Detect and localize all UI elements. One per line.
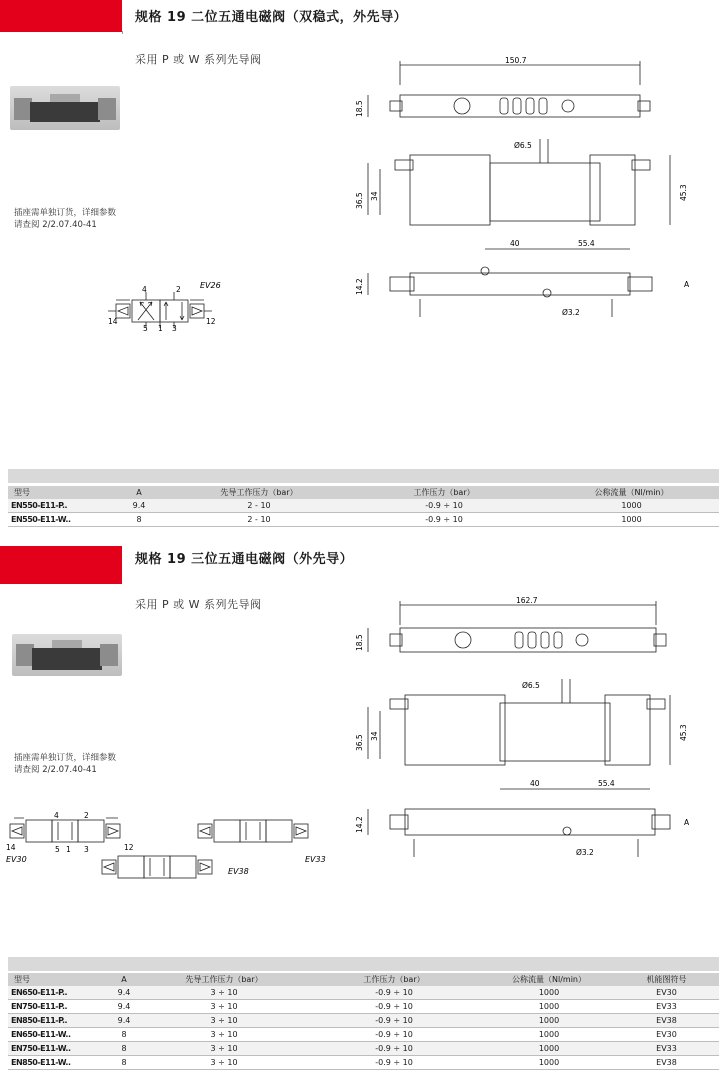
s1-dim-top-length: 150.7 xyxy=(505,56,527,65)
section2-note-line2: 请查阅 2/2.07.40-41 xyxy=(14,765,97,775)
sym1-port-12: 12 xyxy=(206,317,216,326)
s1-r0-flow: 1000 xyxy=(544,499,719,513)
sym2-port-3: 3 xyxy=(84,845,89,854)
s1-r0-pilot: 2 - 10 xyxy=(174,499,344,513)
s2-r3-symbol: EV30 xyxy=(614,1028,719,1042)
section1-table xyxy=(8,486,719,527)
table-row xyxy=(8,986,719,1000)
s2-dim-mid-diameter: Ø6.5 xyxy=(522,681,540,690)
s1-dim-mid-diameter: Ø6.5 xyxy=(514,141,532,150)
s2-col-symbol: 机能图符号 xyxy=(646,975,687,984)
s1-dim-mid-height-b: 34 xyxy=(370,191,379,201)
s1-dim-mid-height-total: 45.3 xyxy=(679,184,688,201)
s1-r0-a: 9.4 xyxy=(104,499,174,513)
s2-col-pilot-pressure: 先导工作压力（bar） xyxy=(185,975,263,984)
s2-symbol-label-ev30: EV30 xyxy=(6,855,27,864)
sym1-port-1: 1 xyxy=(158,324,163,333)
sym2-port-2: 2 xyxy=(84,811,89,820)
table-row xyxy=(8,1042,719,1056)
s2-dim-bot-hole: Ø3.2 xyxy=(576,848,594,857)
s2-r1-pilot: 3 ÷ 10 xyxy=(144,1000,304,1014)
s1-r1-flow: 1000 xyxy=(544,513,719,527)
sym2-port-1: 1 xyxy=(66,845,71,854)
s2-r0-working: -0.9 ÷ 10 xyxy=(304,986,484,1000)
s2-r2-symbol: EV38 xyxy=(614,1014,719,1028)
section2-table-header xyxy=(8,973,719,986)
s2-col-working-pressure: 工作压力（bar） xyxy=(363,975,425,984)
s2-r5-pilot: 3 ÷ 10 xyxy=(144,1056,304,1070)
s2-r4-flow: 1000 xyxy=(484,1042,614,1056)
s2-r3-flow: 1000 xyxy=(484,1028,614,1042)
s2-symbol-label-ev33: EV33 xyxy=(305,855,326,864)
s2-r3-model: EN650-E11-W.. xyxy=(8,1028,104,1042)
sym1-port-4: 4 xyxy=(142,285,147,294)
s2-symbol-label-ev38: EV38 xyxy=(228,867,249,876)
s2-dim-mid-height-a: 36.5 xyxy=(355,734,364,751)
s2-r0-flow: 1000 xyxy=(484,986,614,1000)
s2-dim-bot-port: A xyxy=(684,818,690,827)
s1-dim-bot-height: 14.2 xyxy=(355,278,364,295)
section1-rule xyxy=(122,31,123,34)
section2-product-photo xyxy=(12,634,122,676)
table-row xyxy=(8,1028,719,1042)
section2-note xyxy=(14,752,116,776)
table-row xyxy=(8,513,719,527)
s2-dim-mid-height-total: 45.3 xyxy=(679,724,688,741)
s2-r2-a: 9.4 xyxy=(104,1014,144,1028)
s2-dim-top-height: 18.5 xyxy=(355,634,364,651)
s1-r1-working: -0.9 ÷ 10 xyxy=(344,513,544,527)
s2-r2-working: -0.9 ÷ 10 xyxy=(304,1014,484,1028)
s2-col-a: A xyxy=(121,975,127,984)
table-row xyxy=(8,1056,719,1070)
sym1-port-2: 2 xyxy=(176,285,181,294)
s1-r1-pilot: 2 - 10 xyxy=(174,513,344,527)
s1-r1-model: EN550-E11-W.. xyxy=(8,513,104,527)
section1-symbol-label: EV26 xyxy=(200,281,221,290)
section1-note-line1: 插座需单独订货，详细参数 xyxy=(14,208,117,218)
s2-col-model: 型号 xyxy=(14,975,30,984)
s1-r0-model: EN550-E11-P.. xyxy=(8,499,104,513)
s2-dim-mid-height-b: 34 xyxy=(370,731,379,741)
s1-dim-top-height: 18.5 xyxy=(355,100,364,117)
section2-table xyxy=(8,973,719,1070)
s2-r4-symbol: EV33 xyxy=(614,1042,719,1056)
section2-technical-drawing xyxy=(350,595,726,865)
s2-col-flow: 公称流量（Nl/min） xyxy=(512,975,586,984)
s2-r1-flow: 1000 xyxy=(484,1000,614,1014)
sym1-port-5: 5 xyxy=(143,324,148,333)
s2-r4-model: EN750-E11-W.. xyxy=(8,1042,104,1056)
s2-r1-working: -0.9 ÷ 10 xyxy=(304,1000,484,1014)
s2-dim-bot-height: 14.2 xyxy=(355,816,364,833)
section2-red-bar xyxy=(0,546,122,584)
table-row xyxy=(8,1000,719,1014)
section1-table-top-rule xyxy=(8,469,719,483)
section2-note-line1: 插座需单独订货，详细参数 xyxy=(14,753,117,763)
section1-valve-symbol xyxy=(102,280,232,334)
sym2-port-4: 4 xyxy=(54,811,59,820)
s2-r5-symbol: EV38 xyxy=(614,1056,719,1070)
s2-r5-model: EN850-E11-W.. xyxy=(8,1056,104,1070)
s2-r5-flow: 1000 xyxy=(484,1056,614,1070)
section1-title: 规格 19 二位五通电磁阀（双稳式，外先导） xyxy=(135,10,408,25)
section2-valve-symbols xyxy=(2,808,332,890)
s1-col-working-pressure: 工作压力（bar） xyxy=(413,488,475,497)
s2-r0-a: 9.4 xyxy=(104,986,144,1000)
section1-technical-drawing xyxy=(350,55,726,325)
sym1-port-14: 14 xyxy=(108,317,118,326)
s2-r4-a: 8 xyxy=(104,1042,144,1056)
s2-r3-a: 8 xyxy=(104,1028,144,1042)
s1-r1-a: 8 xyxy=(104,513,174,527)
section1-product-photo xyxy=(10,86,120,130)
s2-dim-bot-left: 40 xyxy=(530,779,540,788)
s2-r5-a: 8 xyxy=(104,1056,144,1070)
section1-table-header xyxy=(8,486,719,499)
s1-col-flow: 公称流量（Nl/min） xyxy=(594,488,669,497)
section1-red-bar xyxy=(0,0,122,32)
sym2-port-12: 12 xyxy=(124,843,134,852)
s1-dim-mid-height-a: 36.5 xyxy=(355,192,364,209)
s2-r2-flow: 1000 xyxy=(484,1014,614,1028)
s2-r5-working: -0.9 ÷ 10 xyxy=(304,1056,484,1070)
s2-r2-model: EN850-E11-P.. xyxy=(8,1014,104,1028)
s2-r0-symbol: EV30 xyxy=(614,986,719,1000)
s1-col-a: A xyxy=(136,488,142,497)
s2-r1-a: 9.4 xyxy=(104,1000,144,1014)
section2-subtitle: 采用 P 或 W 系列先导阀 xyxy=(135,598,262,611)
sym1-port-3: 3 xyxy=(172,324,177,333)
s2-r3-working: -0.9 ÷ 10 xyxy=(304,1028,484,1042)
s2-dim-top-length: 162.7 xyxy=(516,596,538,605)
s2-r2-pilot: 3 ÷ 10 xyxy=(144,1014,304,1028)
s2-r3-pilot: 3 ÷ 10 xyxy=(144,1028,304,1042)
s2-r1-model: EN750-E11-P.. xyxy=(8,1000,104,1014)
sym2-port-5: 5 xyxy=(55,845,60,854)
s2-r4-pilot: 3 ÷ 10 xyxy=(144,1042,304,1056)
s2-r1-symbol: EV33 xyxy=(614,1000,719,1014)
s1-col-model: 型号 xyxy=(14,488,30,497)
section1-note xyxy=(14,207,116,231)
section1-subtitle: 采用 P 或 W 系列先导阀 xyxy=(135,53,262,66)
s2-r4-working: -0.9 ÷ 10 xyxy=(304,1042,484,1056)
section2-title: 规格 19 三位五通电磁阀（外先导） xyxy=(135,552,354,567)
s1-dim-bot-left: 40 xyxy=(510,239,520,248)
s1-dim-bot-port: A xyxy=(684,280,690,289)
s1-col-pilot-pressure: 先导工作压力（bar） xyxy=(220,488,298,497)
table-row xyxy=(8,499,719,513)
s2-r0-pilot: 3 ÷ 10 xyxy=(144,986,304,1000)
s1-r0-working: -0.9 ÷ 10 xyxy=(344,499,544,513)
s2-dim-bot-right: 55.4 xyxy=(598,779,615,788)
s1-dim-bot-hole: Ø3.2 xyxy=(562,308,580,317)
s1-dim-bot-right: 55.4 xyxy=(578,239,595,248)
section2-table-top-rule xyxy=(8,957,719,971)
section1-note-line2: 请查阅 2/2.07.40-41 xyxy=(14,220,97,230)
table-row xyxy=(8,1014,719,1028)
s2-r0-model: EN650-E11-P.. xyxy=(8,986,104,1000)
sym2-port-14: 14 xyxy=(6,843,16,852)
